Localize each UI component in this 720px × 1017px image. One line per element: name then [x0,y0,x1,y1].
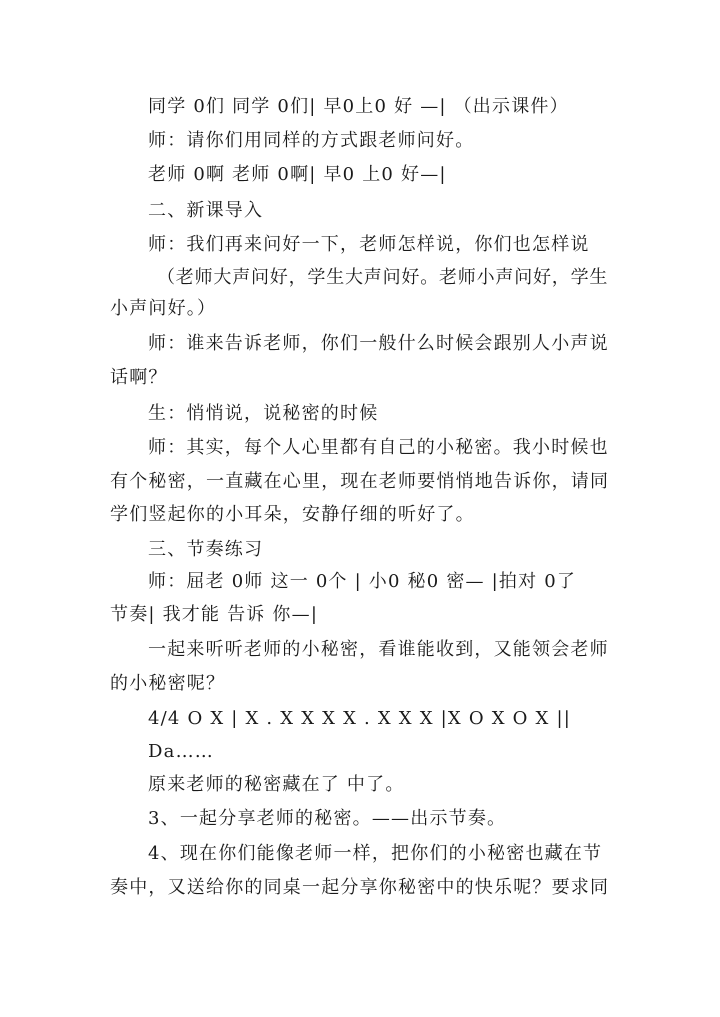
text-line-12: 有个秘密，一直藏在心里，现在老师要悄悄地告诉你，请同 [110,471,610,492]
text-line-1: 同学 0们 同学 0们| 早0上0 好 —| （出示课件） [148,96,569,117]
text-line-18: 的小秘密呢？ [110,673,226,694]
text-line-22: 3、一起分享老师的秘密。——出示节奏。 [148,808,507,829]
text-line-17: 一起来听听老师的小秘密，看谁能收到，又能领会老师 [148,639,609,660]
text-line-21: 原来老师的秘密藏在了 中了。 [148,774,405,795]
text-line-8: 师：谁来告诉老师，你们一般什么时候会跟别人小声说 [148,333,609,354]
text-line-5: 师：我们再来问好一下，老师怎样说，你们也怎样说 [148,234,590,255]
text-line-3: 老师 0啊 老师 0啊| 早0 上0 好—| [148,164,447,185]
text-line-23: 4、现在你们能像老师一样，把你们的小秘密也藏在节 [148,843,603,864]
text-line-15: 师：屈老 0师 这一 0个 | 小0 秘0 密— |拍对 0了 [148,571,577,592]
text-line-13: 学们竖起你的小耳朵，安静仔细的听好了。 [110,504,475,525]
text-line-11: 师：其实，每个人心里都有自己的小秘密。我小时候也 [148,437,609,458]
section-heading-new-lesson: 二、新课导入 [148,200,264,221]
section-heading-rhythm: 三、节奏练习 [148,539,264,560]
text-line-9: 话啊？ [110,367,168,388]
text-line-10: 生：悄悄说，说秘密的时候 [148,403,379,424]
text-line-6: （老师大声问好，学生大声问好。老师小声问好，学生 [157,267,609,288]
text-line-2: 师：请你们用同样的方式跟老师问好。 [148,130,475,151]
text-line-16: 节奏| 我才能 告诉 你—| [110,604,319,625]
text-line-20: Da…… [148,741,214,762]
rhythm-notation-line: 4/4 O X | X . X X X X . X X X |X O X O X || [148,708,572,729]
text-line-24: 奏中，又送给你的同桌一起分享你秘密中的快乐呢？要求同 [110,877,610,898]
text-line-7: 小声问好。） [110,298,217,319]
